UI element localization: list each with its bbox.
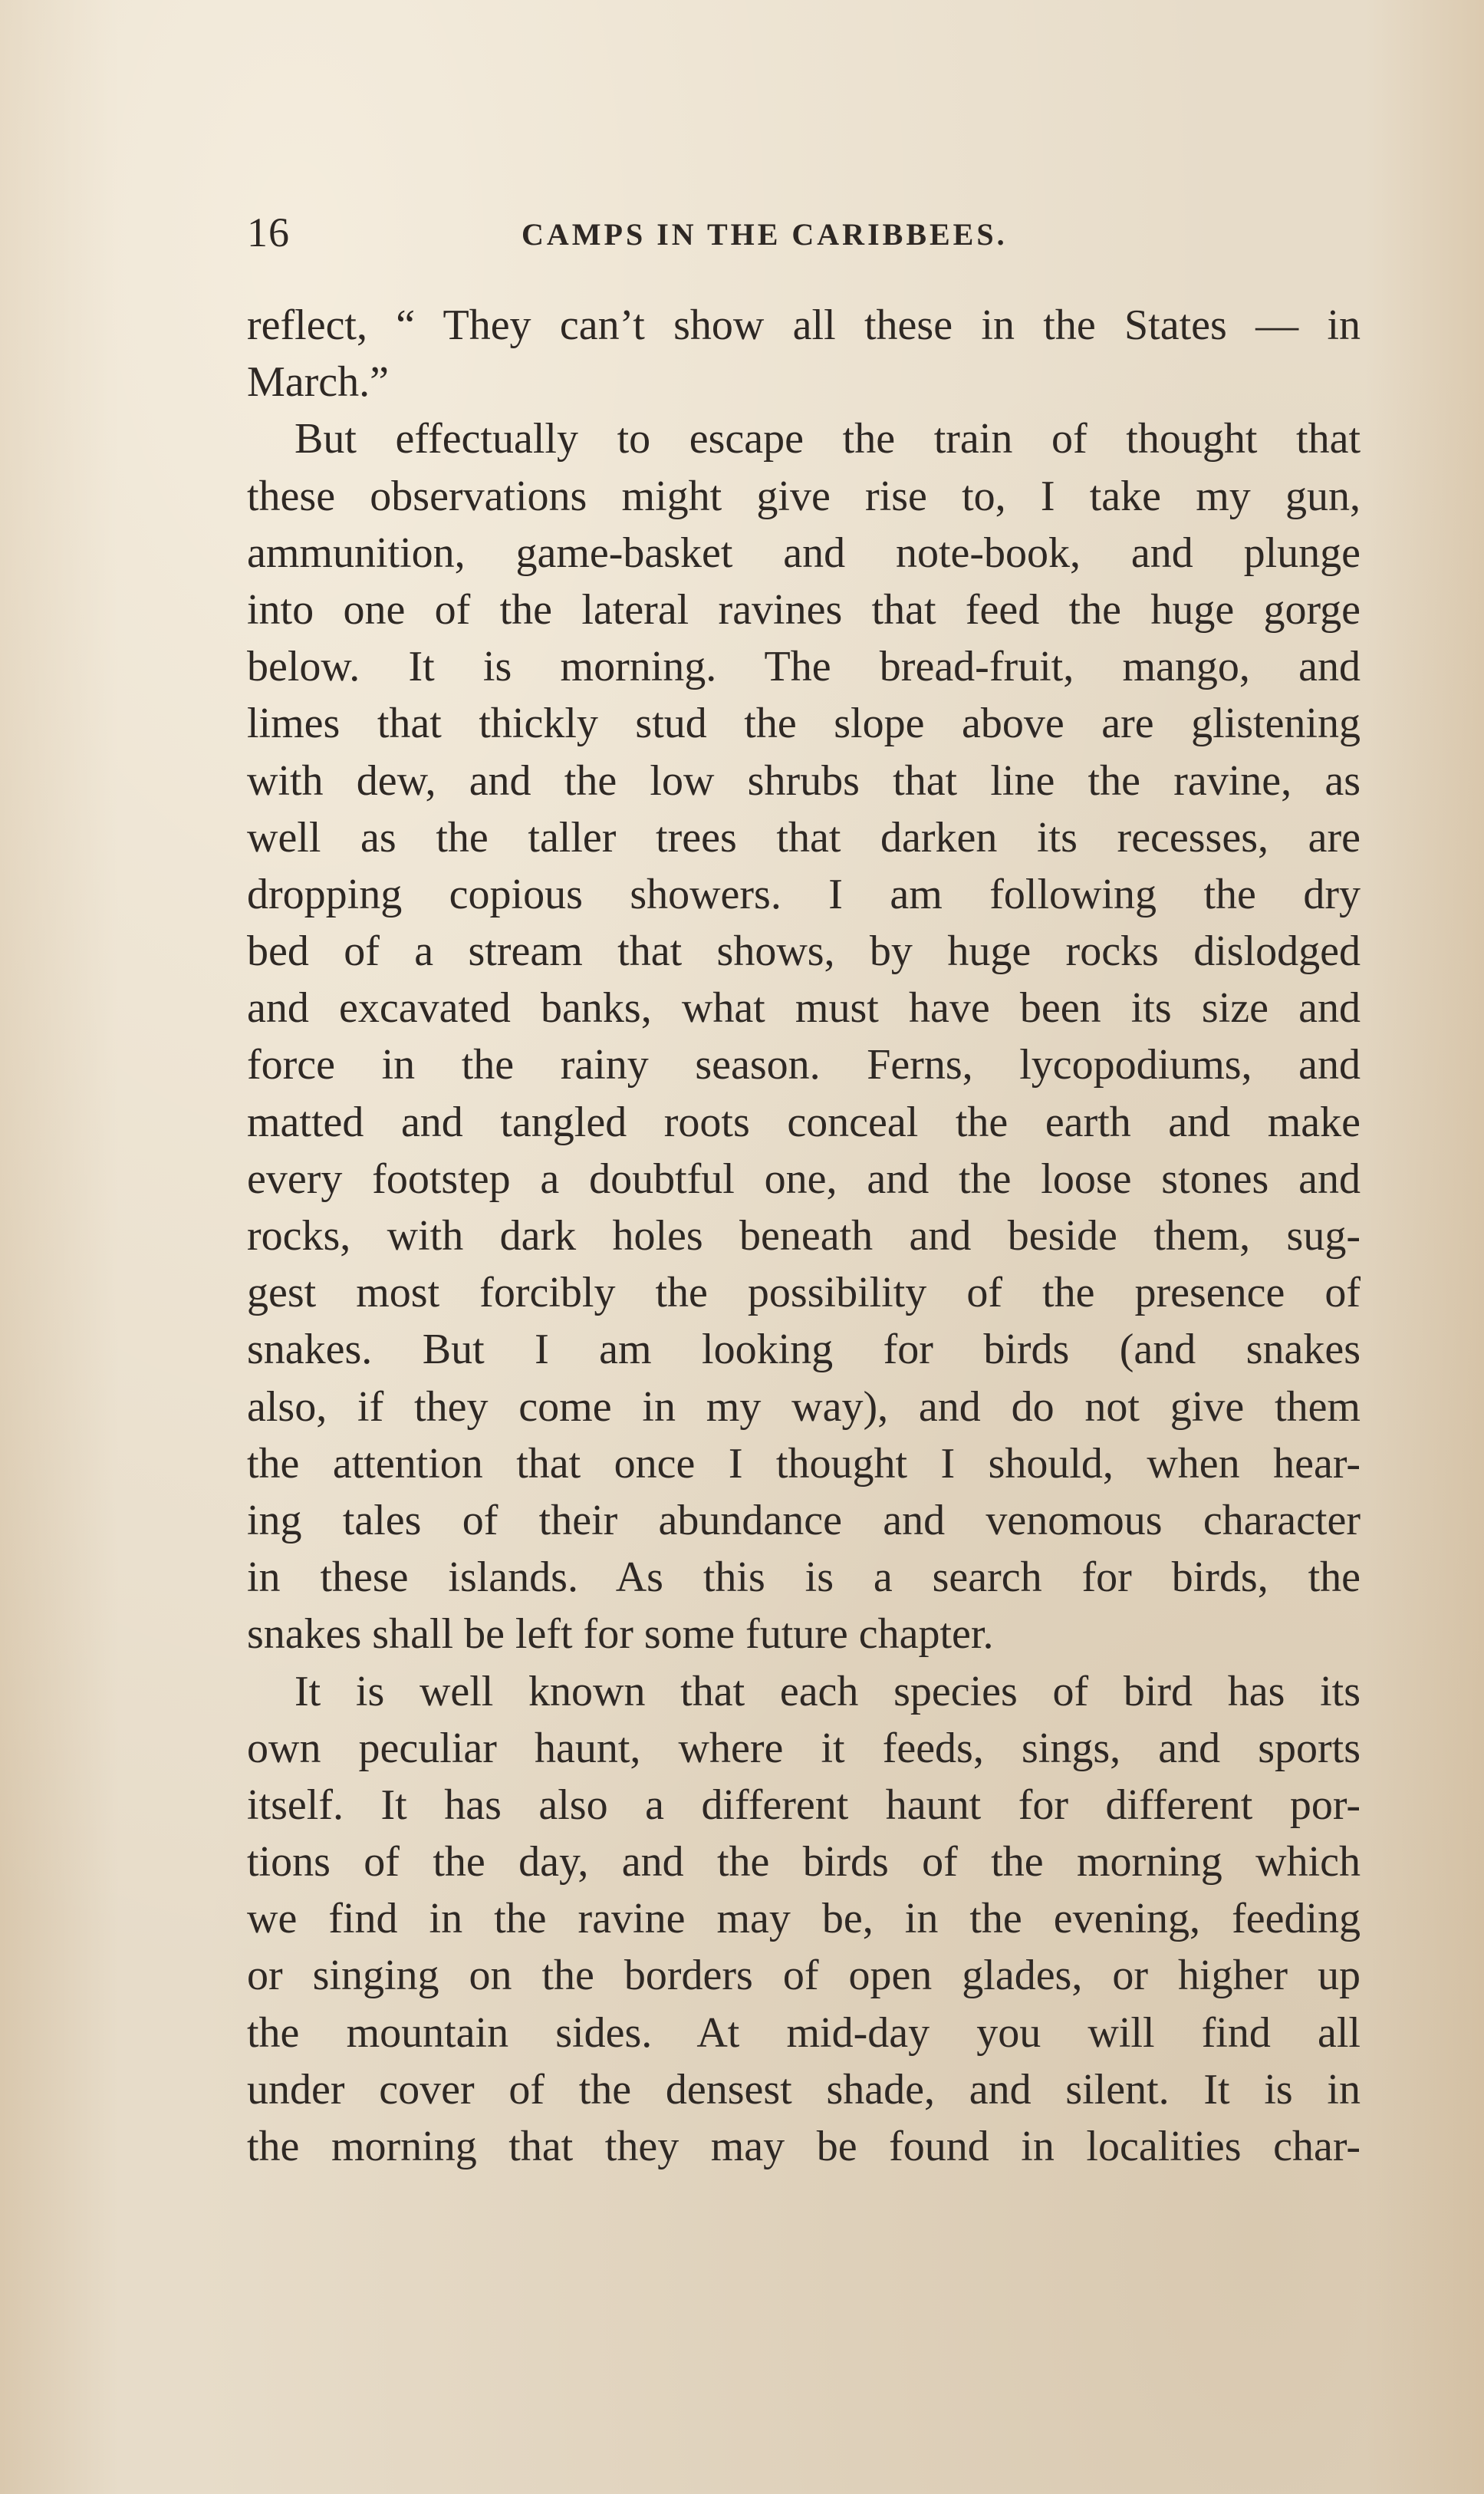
text-line: also, if they come in my way), and do not give them	[247, 1382, 1361, 1431]
text-line: under cover of the densest shade, and silent. It is in	[247, 2065, 1361, 2113]
text-line: these observations might give rise to, I take my gun,	[247, 472, 1361, 520]
text-line: But effectually to escape the train of thought that	[294, 415, 1361, 463]
text-line: own peculiar haunt, where it feeds, sings, and sports	[247, 1724, 1361, 1772]
text-line: dropping copious showers. I am following the dry	[247, 870, 1361, 918]
text-line: tions of the day, and the birds of the morning which	[247, 1838, 1361, 1886]
text-line: we find in the ravine may be, in the evening, feeding	[247, 1895, 1361, 1943]
text-line: force in the rainy season. Ferns, lycopodiums, and	[247, 1041, 1361, 1089]
text-line: matted and tangled roots conceal the earth and make	[247, 1098, 1361, 1146]
text-line: into one of the lateral ravines that feed the huge gorge	[247, 585, 1361, 634]
text-line: and excavated banks, what must have been its size and	[247, 984, 1361, 1033]
running-title: CAMPS IN THE CARIBBEES.	[522, 217, 1008, 252]
text-line: the attention that once I thought I should, when hear-	[247, 1439, 1361, 1488]
text-line: below. It is morning. The bread-fruit, mango, and	[247, 643, 1361, 691]
text-line: ammunition, game-basket and note-book, and plunge	[247, 529, 1361, 577]
text-line: gest most forcibly the possibility of the presence of	[247, 1269, 1361, 1317]
text-line: March.”	[247, 358, 390, 407]
text-line: rocks, with dark holes beneath and beside them, sug-	[247, 1212, 1361, 1260]
text-line: itself. It has also a different haunt for different por-	[247, 1781, 1361, 1829]
text-line: snakes shall be left for some future chapter.	[247, 1610, 994, 1659]
text-line: the morning that they may be found in localities char-	[247, 2123, 1361, 2170]
body-text	[247, 297, 1361, 2175]
text-line: well as the taller trees that darken its recesses, are	[247, 813, 1361, 862]
text-line: the mountain sides. At mid-day you will find all	[247, 2008, 1361, 2057]
text-line: in these islands. As this is a search for birds, the	[247, 1553, 1361, 1602]
running-head	[247, 206, 1359, 267]
text-line: It is well known that each species of bird has its	[294, 1667, 1361, 1715]
text-line: ing tales of their abundance and venomous character	[247, 1496, 1361, 1544]
text-line: with dew, and the low shrubs that line the ravine, as	[247, 756, 1361, 805]
text-line: reflect, “ They can’t show all these in the States — in	[247, 301, 1361, 349]
page-number: 16	[247, 209, 290, 255]
text-line: snakes. But I am looking for birds (and snakes	[247, 1326, 1361, 1374]
text-line: or singing on the borders of open glades, or higher up	[247, 1952, 1361, 2000]
text-line: every footstep a doubtful one, and the loose stones and	[247, 1155, 1361, 1203]
text-line: limes that thickly stud the slope above are glistening	[247, 700, 1361, 748]
text-line: bed of a stream that shows, by huge rocks dislodged	[247, 927, 1361, 976]
